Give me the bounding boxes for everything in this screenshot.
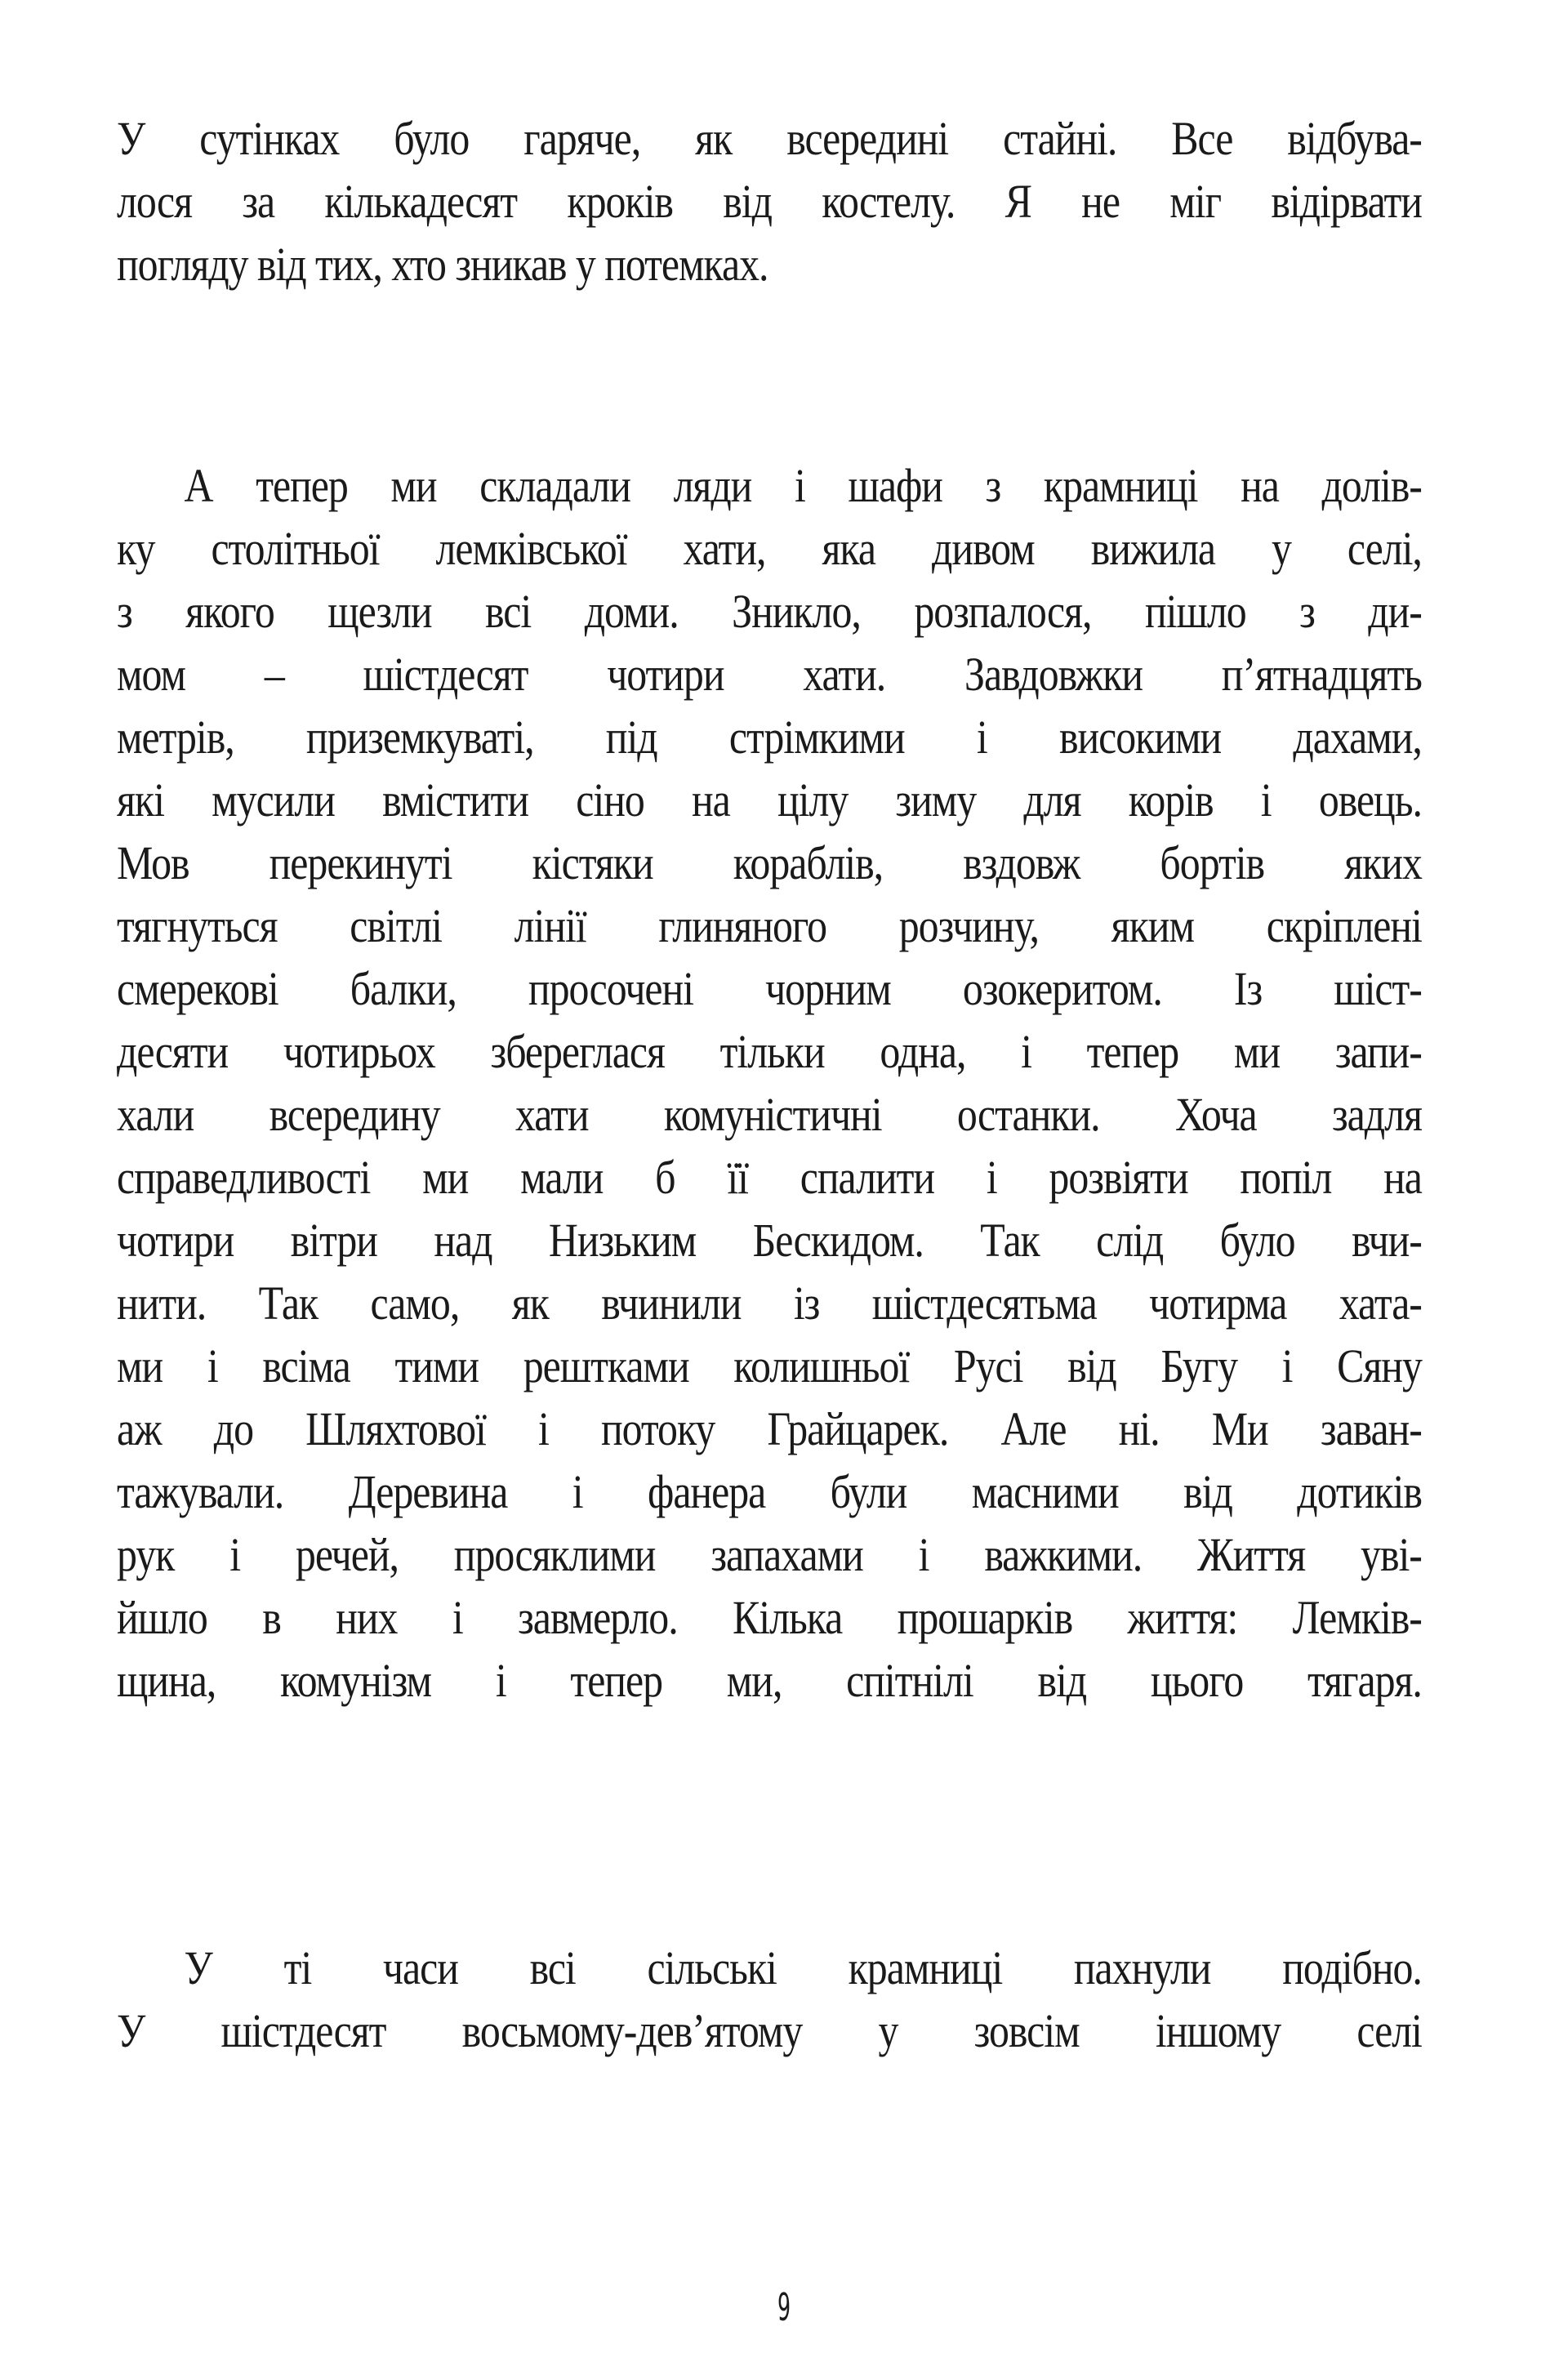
page-number: 9 xyxy=(777,2285,791,2329)
paragraph-2-line-17: тажували. Деревина і фанера були масними від дотиків xyxy=(117,1465,1422,1518)
paragraph-2-line-8: тягнуться світлі лінії глиняного розчину, яким скріплені xyxy=(117,899,1422,952)
paragraph-2-line-19: йшло в них і завмерло. Кілька прошарків життя: Лемків- xyxy=(117,1591,1422,1644)
paragraph-2-line-14: нити. Так само, як вчинили із шістдесятьма чотирма хата- xyxy=(117,1277,1422,1330)
paragraph-2-line-10: десяти чотирьох збереглася тільки одна, і тепер ми запи- xyxy=(117,1025,1422,1078)
paragraph-1-line-2: лося за кількадесят кроків від костелу. Я не міг відірвати xyxy=(117,175,1422,228)
paragraph-2-line-11: хали всередину хати комуністичні останки. Хоча задля xyxy=(117,1088,1422,1141)
paragraph-2-line-16: аж до Шляхтової і потоку Грайцарек. Але ні. Ми заван- xyxy=(117,1402,1422,1455)
paragraph-2-line-6: які мусили вмістити сіно на цілу зиму для корів і овець. xyxy=(117,773,1422,827)
paragraph-2-line-3: з якого щезли всі доми. Зникло, розпалося, пішло з ди- xyxy=(117,585,1422,638)
paragraph-1-line-3: погляду від тих, хто зникав у потемках. xyxy=(117,238,768,291)
paragraph-2-line-9: смерекові балки, просочені чорним озокеритом. Із шіст- xyxy=(117,962,1422,1015)
book-page xyxy=(117,0,1422,2375)
paragraph-2-line-1: А тепер ми складали ляди і шафи з крамниці на долів- xyxy=(184,459,1422,512)
paragraph-2-line-5: метрів, приземкуваті, під стрімкими і високими дахами, xyxy=(117,711,1422,764)
paragraph-3-line-2: У шістдесят восьмому-дев’ятому у зовсім іншому селі xyxy=(117,2004,1422,2057)
paragraph-2-line-20: щина, комунізм і тепер ми, спітнілі від цього тягаря. xyxy=(117,1654,1422,1707)
paragraph-2-line-21 xyxy=(117,1711,1239,1776)
paragraph-2-line-4: мом – шістдесят чотири хати. Завдовжки п’ятнадцять xyxy=(117,648,1422,701)
paragraph-2-line-12: справедливості ми мали б її спалити і розвіяти попіл на xyxy=(117,1151,1422,1204)
paragraph-1-line-1: У сутінках було гаряче, як всередині стайні. Все відбува- xyxy=(117,112,1422,165)
paragraph-2-line-13: чотири вітри над Низьким Бескидом. Так слід було вчи- xyxy=(117,1214,1422,1267)
paragraph-3-line-1: У ті часи всі сільські крамниці пахнули подібно. xyxy=(184,1941,1422,1994)
paragraph-2-line-7: Мов перекинуті кістяки кораблів, вздовж бортів яких xyxy=(117,836,1422,889)
paragraph-2-line-18: рук і речей, просяклими запахами і важкими. Життя уві- xyxy=(117,1528,1422,1581)
paragraph-2-line-2: ку столітньої лемківської хати, яка дивом вижила у селі, xyxy=(117,522,1422,575)
paragraph-2-line-15: ми і всіма тими рештками колишньої Русі від Бугу і Сяну xyxy=(117,1339,1422,1392)
